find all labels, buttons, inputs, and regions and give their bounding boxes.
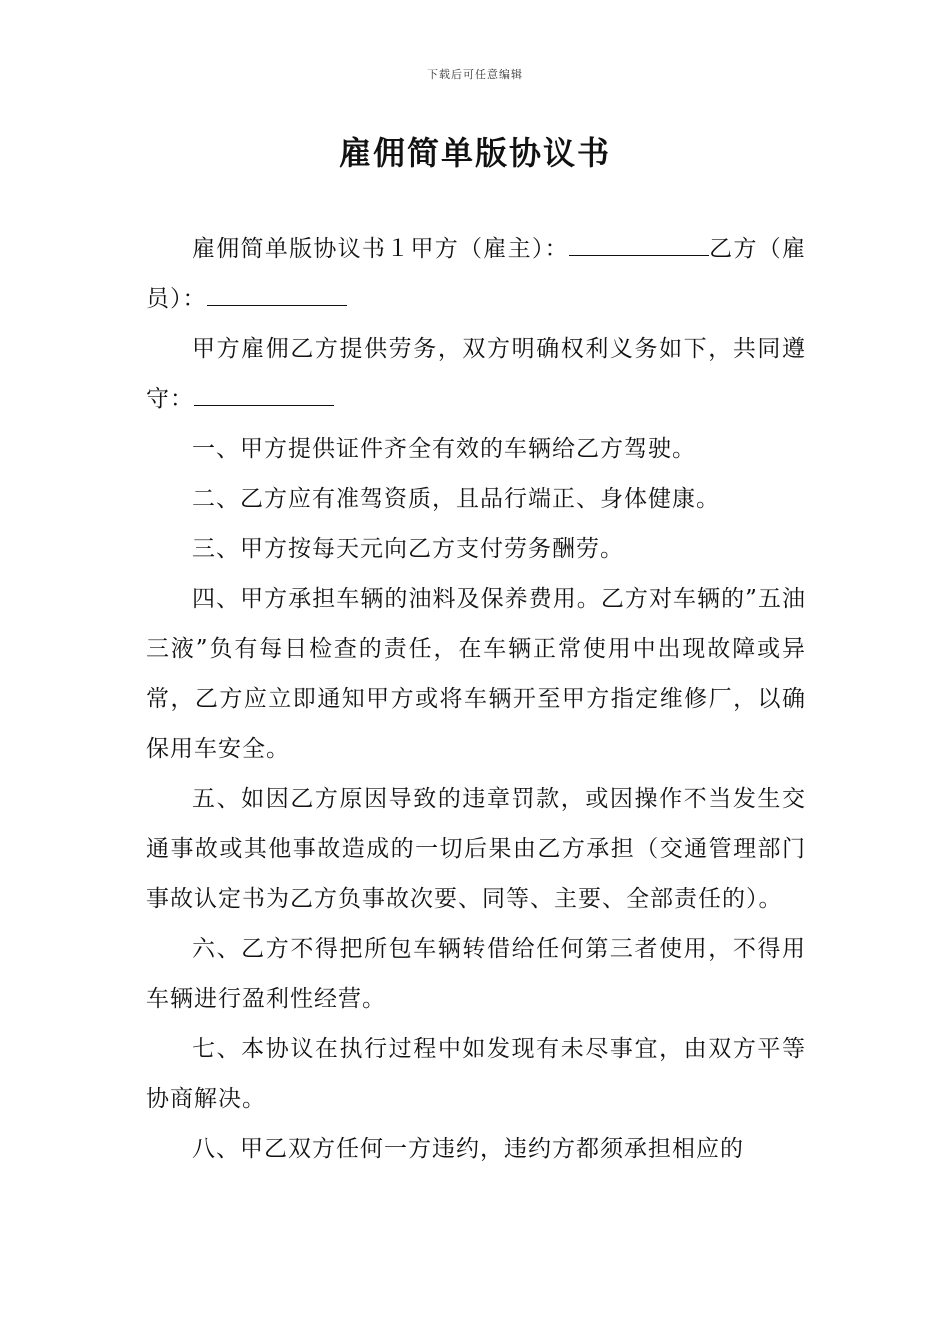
clause-6: 六、乙方不得把所包车辆转借给任何第三者使用，不得用车辆进行盈利性经营。 bbox=[146, 936, 806, 1012]
employee-blank bbox=[207, 279, 347, 306]
parties-prefix: 雇佣简单版协议书１甲方（雇主）： bbox=[192, 236, 569, 262]
header-note: 下载后可任意编辑 bbox=[427, 68, 523, 81]
clause-2: 二、乙方应有准驾资质，且品行端正、身体健康。 bbox=[192, 486, 720, 512]
intro-blank bbox=[194, 379, 334, 406]
clause-3: 三、甲方按每天元向乙方支付劳务酬劳。 bbox=[192, 536, 624, 562]
clause-4: 四、甲方承担车辆的油料及保养费用。乙方对车辆的”五油三液”负有每日检查的责任，在车辆正常使用中出现故障或异常，乙方应立即通知甲方或将车辆开至甲方指定维修厂，以确保用车安全。 bbox=[146, 586, 806, 762]
clause-1: 一、甲方提供证件齐全有效的车辆给乙方驾驶。 bbox=[192, 436, 696, 462]
clause-8: 八、甲乙双方任何一方违约，违约方都须承担相应的 bbox=[192, 1136, 744, 1162]
parties-paragraph bbox=[146, 224, 806, 324]
parties-middle: 乙方（雇员）： bbox=[146, 236, 807, 312]
intro-text: 甲方雇佣乙方提供劳务，双方明确权利义务如下，共同遵守： bbox=[146, 336, 806, 412]
employer-blank bbox=[569, 229, 709, 256]
document-body bbox=[146, 224, 806, 1174]
intro-paragraph bbox=[146, 324, 806, 424]
clause-7: 七、本协议在执行过程中如发现有未尽事宜，由双方平等协商解决。 bbox=[146, 1036, 806, 1112]
document-title: 雇佣简单版协议书 bbox=[338, 134, 611, 172]
clause-5: 五、如因乙方原因导致的违章罚款，或因操作不当发生交通事故或其他事故造成的一切后果由乙方承担（交通管理部门事故认定书为乙方负事故次要、同等、主要、全部责任的）。 bbox=[146, 786, 806, 912]
